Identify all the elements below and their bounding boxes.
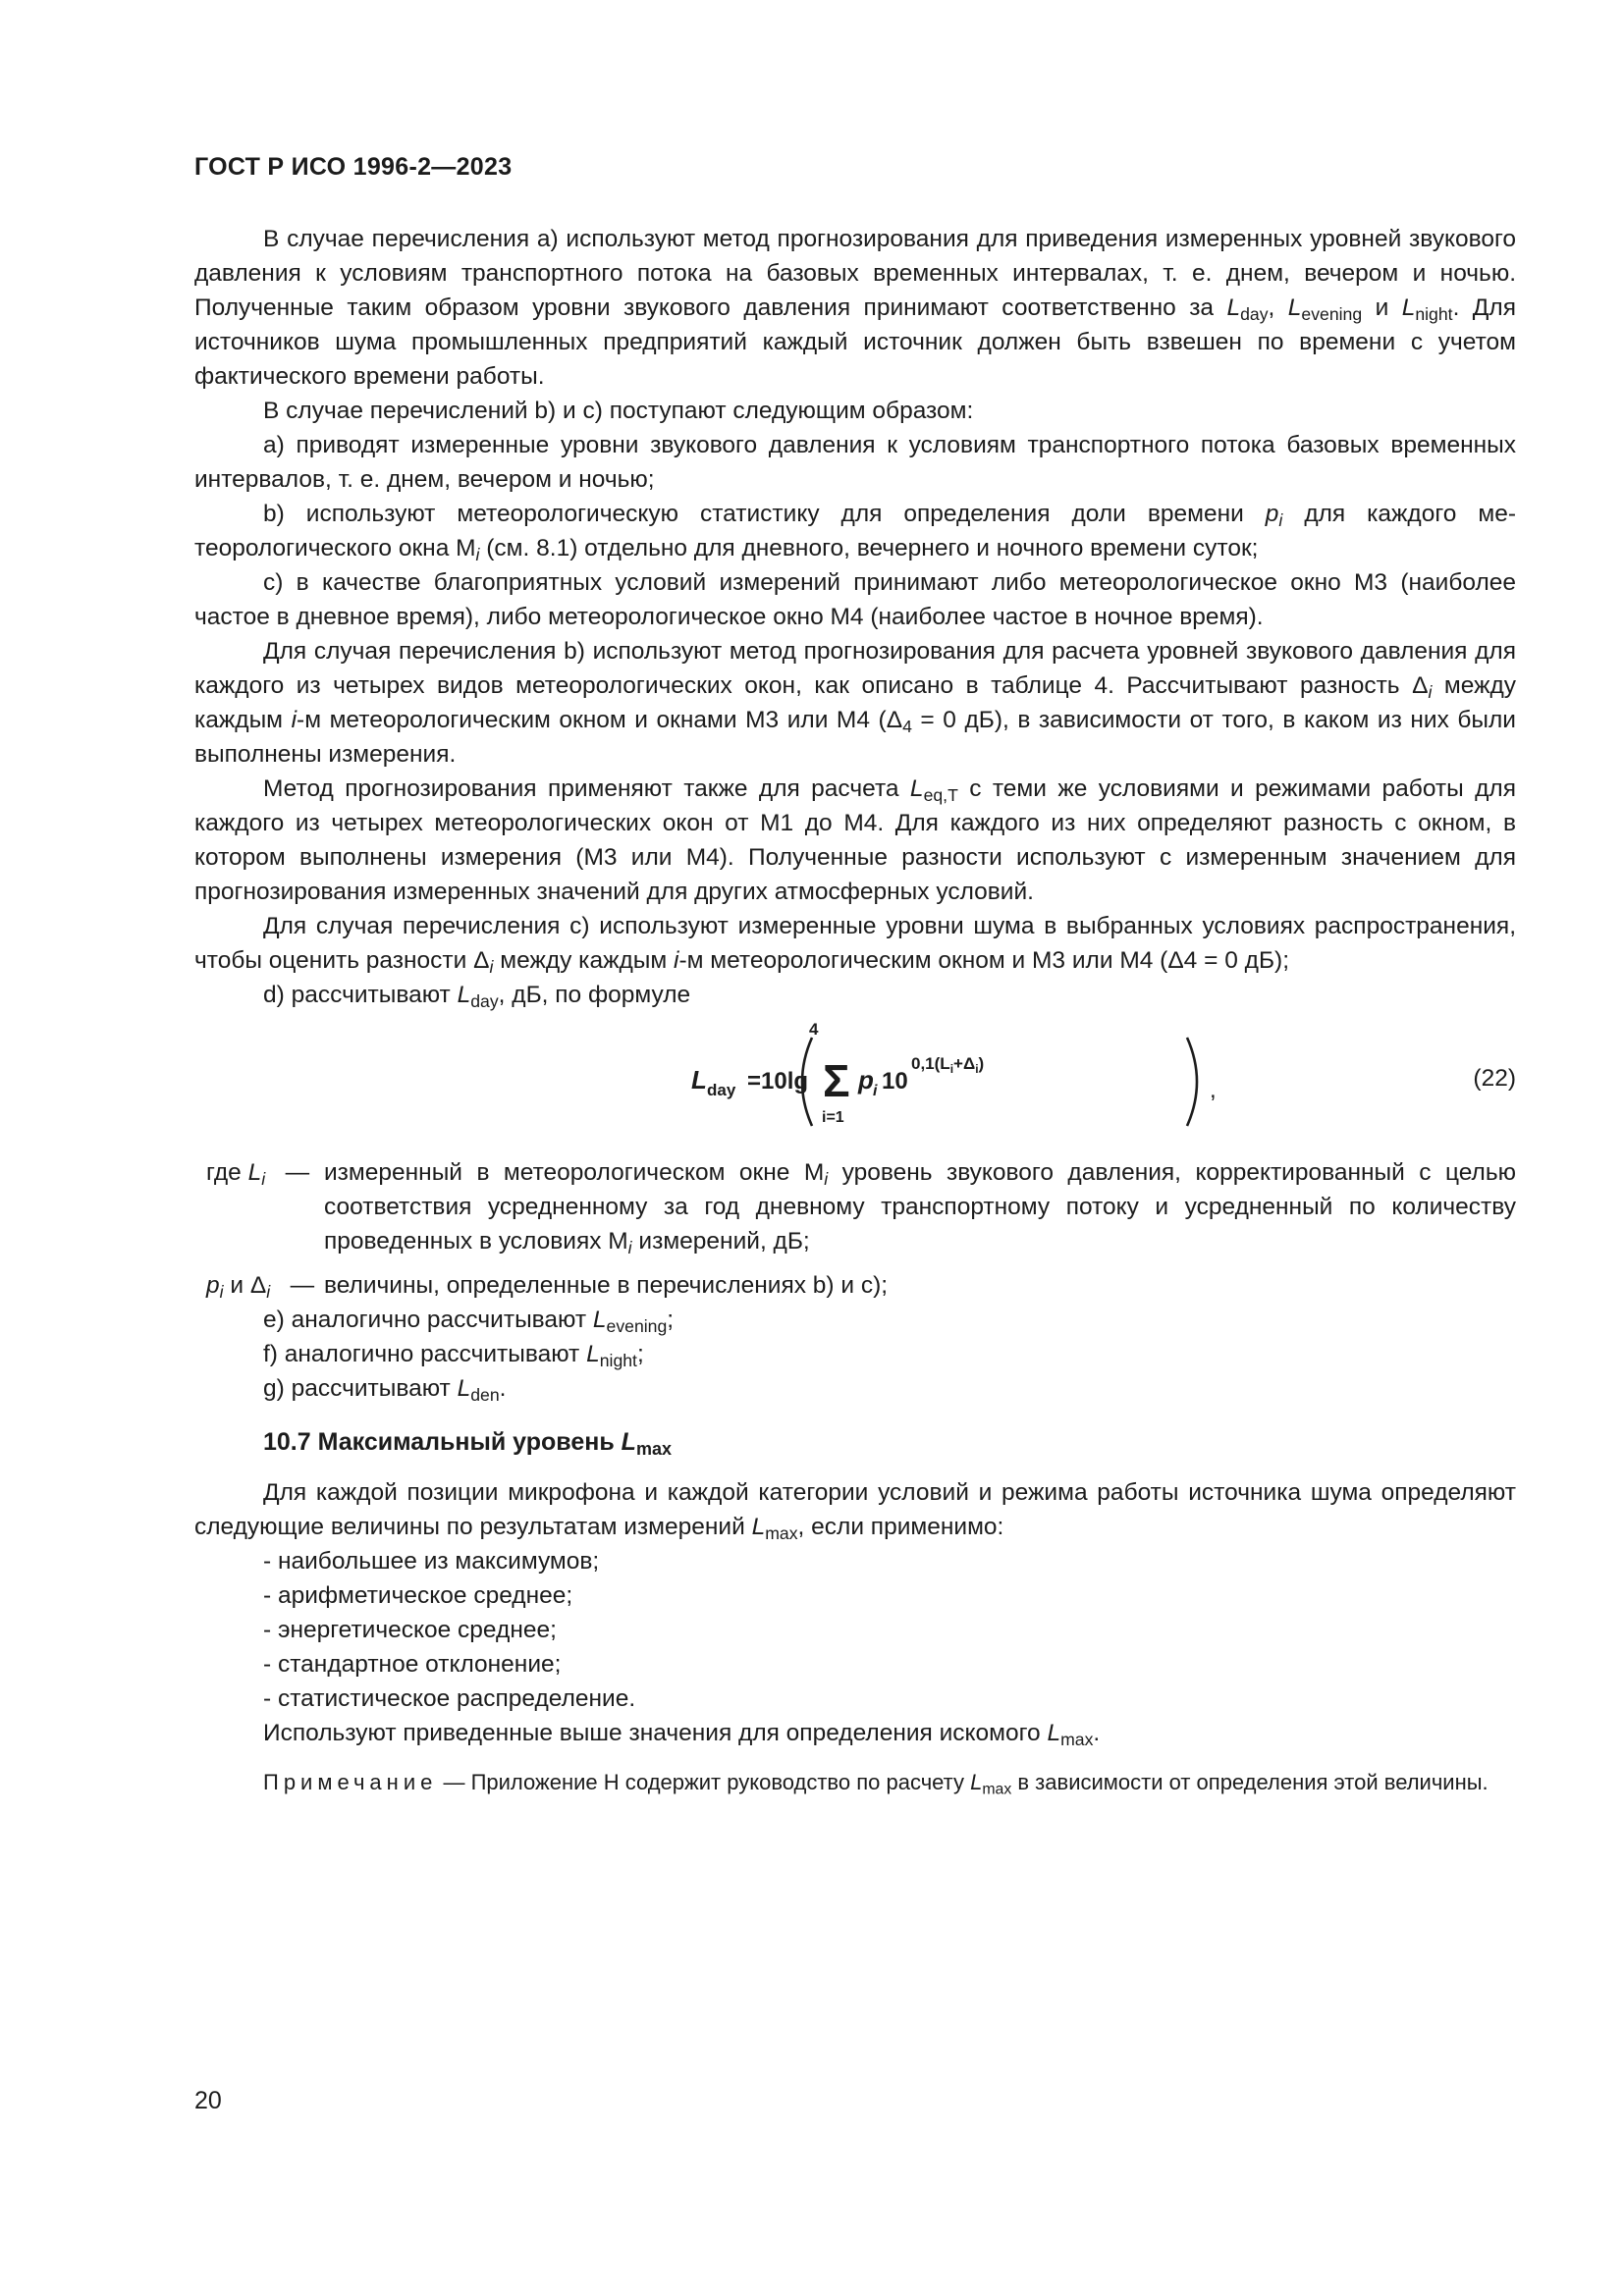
- formula-exponent: $0,1(L_i+\Delta_i)$: [911, 1054, 985, 1076]
- formula-equals-10lg: =10lg: [747, 1068, 809, 1095]
- list-item-d: d) рассчитывают $L_{day}$, дБ, по формуле: [263, 982, 691, 1011]
- formula-p-sub: i: [873, 1083, 878, 1099]
- formula-sum-bottom: i=1: [822, 1109, 844, 1126]
- where-desc-pi-delta: величины, определенные в перечислениях b) и с);: [324, 1272, 889, 1299]
- note-label: Примечание: [263, 1770, 438, 1794]
- formula-p: p: [858, 1065, 874, 1095]
- list-item-f: f) аналогично рассчитывают $L_{night}$;: [263, 1341, 644, 1370]
- formula-right-paren: [1187, 1038, 1197, 1126]
- formula-graphic: [194, 1020, 1516, 1144]
- formula-number: (22): [1473, 1065, 1516, 1092]
- bullet-item: - энергетическое среднее;: [263, 1617, 557, 1643]
- page-body: [194, 222, 1516, 1797]
- bullet-item: - статистическое распределение.: [263, 1685, 636, 1712]
- page-number: 20: [194, 2087, 222, 2114]
- formula-sigma: Σ: [823, 1055, 850, 1106]
- paragraph-prediction-method: Метод прогнозирования применяют также для расчета $L_{eq,T}$ с теми же условиями и режимами работы для каждого из четырех метеорологических окон от М1 до М4. Для каждого из них определяют разность с окном, в котором выполнены измерения (М3 или М4). Полученные разности используют с измеренным значением для прогнозирования измеренных значений для других атмосферных условий.: [194, 775, 1516, 905]
- where-label-Li: где $L_i$ —: [206, 1159, 310, 1189]
- list-item-c: с) в качестве благоприятных условий измерений принимают либо метеорологическое окно М3 (наиболее частое в дневное время), либо метеорологическое окно М4 (наиболее частое в ночное время).: [194, 569, 1516, 630]
- list-item-a: а) приводят измеренные уровни звукового давления к условиям транспортного потока базовых временных интервалов, т. е. днем, вечером и ночью;: [194, 432, 1516, 493]
- bullet-item: - наибольшее из максимумов;: [263, 1548, 600, 1575]
- list-item-g: g) рассчитывают $L_{den}$.: [263, 1375, 507, 1405]
- formula-lhs: L: [691, 1065, 707, 1095]
- formula-trailing-comma: ,: [1210, 1077, 1217, 1103]
- where-label-pi-delta: $p_i$ и $\Delta_i$ —: [206, 1272, 315, 1302]
- bullet-item: - стандартное отклонение;: [263, 1651, 562, 1678]
- section-intro: Для каждой позиции микрофона и каждой категории условий и режима работы источника шума определяют следующие величины по результатам измерений $L_{max}$, если применимо:: [194, 1479, 1516, 1543]
- list-item-e: е) аналогично рассчитывают $L_{evening}$;: [263, 1307, 675, 1336]
- formula-sum-top: 4: [809, 1020, 819, 1039]
- formula-lhs-sub: day: [707, 1081, 736, 1099]
- paragraph-case-b-method: Для случая перечисления b) используют метод прогнозирования для расчета уровней звукового давления для каждого из четырех видов метеорологических окон, как описано в таблице 4. Рассчитывают разность $\Delta_i$ между каждым i-м метеорологическим окном и окнами М3 или М4 ($\Delta_4 = 0$ дБ), в зависимости от того, в каком из них были выполнены измерения.: [194, 638, 1517, 768]
- where-desc-Li: измеренный в метеорологическом окне $М_i$ уровень звукового давления, корректированный с целью соответствия усредненному за год дневному транспортному потоку и усредненный по количеству проведенных в условиях $М_i$ измерений, дБ;: [324, 1159, 1516, 1257]
- section-closing: Используют приведенные выше значения для определения искомого $L_{max}$.: [263, 1720, 1101, 1749]
- list-item-b: b) используют метеорологическую статистику для определения доли времени $p_i$ для каждого метеорологического окна $М_i$ (см. 8.1) отдельно для дневного, вечернего и ночного времени суток;: [194, 501, 1517, 564]
- section-heading-10-7: 10.7 Максимальный уровень $L_{max}$: [263, 1428, 672, 1460]
- document-code-header: ГОСТ Р ИСО 1996-2—2023: [194, 153, 513, 181]
- formula-22: [194, 1020, 1516, 1144]
- paragraph-cases-b-c: В случае перечислений b) и с) поступают следующим образом:: [263, 398, 974, 424]
- paragraph-case-a: В случае перечисления а) используют метод прогнозирования для приведения измеренных уровней звукового давления к условиям транспортного потока на базовых временных интервалах, т. е. днем, вечером и ночью. Полученные таким образом уровни звукового давления принимают соответственно за $L_{day}$, $L_{evening}$ и $L_{night}$. Для источников шума промышленных предприятий каждый источник должен быть взвешен по времени с учетом фактического времени работы.: [194, 226, 1516, 390]
- bullet-item: - арифметическое среднее;: [263, 1582, 573, 1609]
- paragraph-case-c-method: Для случая перечисления с) используют измеренные уровни шума в выбранных условиях распространения, чтобы оценить разности $\Delta_i$ между каждым i-м метеорологическим окном и М3 или М4 (Δ4 = 0 дБ);: [194, 913, 1516, 977]
- note: Примечание — Приложение Н содержит руководство по расчету $L_{max}$ в зависимости от определения этой величины.: [263, 1770, 1489, 1798]
- formula-explanation: [194, 1155, 1516, 1303]
- formula-base: 10: [882, 1068, 908, 1095]
